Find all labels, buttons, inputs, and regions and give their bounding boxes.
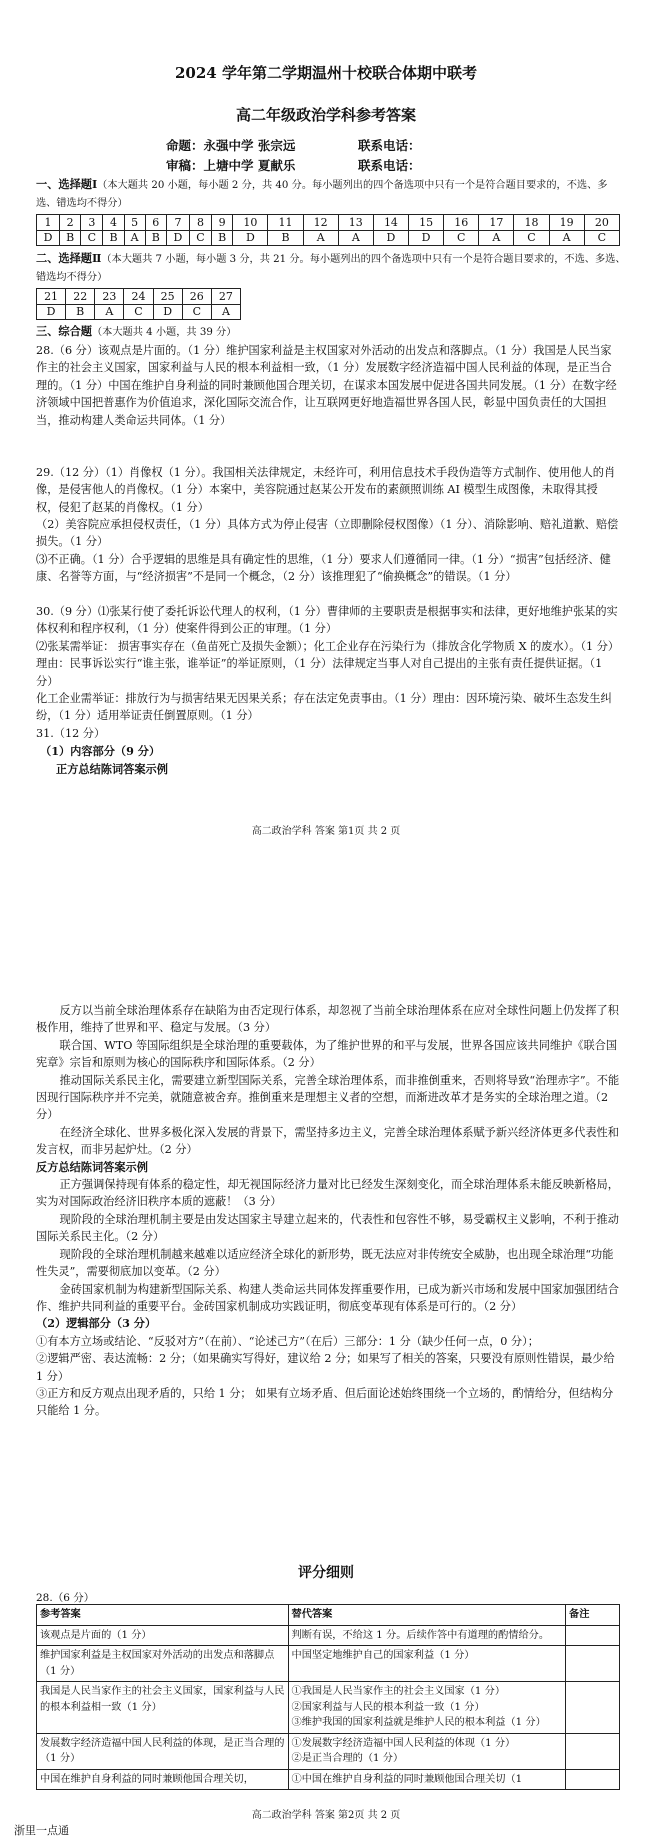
section1-heading: 一、选择题Ⅰ xyxy=(36,177,98,191)
question-number-cell: 19 xyxy=(549,215,584,231)
answer-cell: C xyxy=(81,230,103,246)
reviewer-info: 审稿：上塘中学 夏献乐 xyxy=(166,158,296,173)
answer-cell: B xyxy=(145,230,166,246)
section1-instructions xyxy=(36,176,626,212)
table-row xyxy=(37,1769,620,1790)
alternative-line: ②是正当合理的（1 分） xyxy=(291,1753,404,1764)
reference-cell: 发展数字经济造福中国人民利益的体现，是正当合理的（1 分） xyxy=(37,1733,289,1769)
section3-note: （本大题共 4 小题，共 39 分） xyxy=(91,327,237,338)
section1-answer-table xyxy=(36,214,620,246)
content-part-heading: （1）内容部分（9 分） xyxy=(40,744,161,758)
question-number-cell: 27 xyxy=(211,289,240,305)
q28-answer: 28.（6 分）该观点是片面的。（1 分）维护国家利益是主权国家对外活动的出发点和落脚点。（1 分）我国是人民当家作主的社会主义国家，国家利益与人民的根本利益相一致，（1 分）发展数字经济造福中国人民利益的体现，是正当合理的。（1 分）中国在维护自身利益的同时兼顾他国合理关切，在谋求本国发展中促进各国共同发展。（1 分）在数字经济领域中国把普惠作为价值追求，深化国际交流合作，让互联网更好地造福世界各国人民，彰显中国负责任的大国担当，推动构建人类命运共同体。（1 分） xyxy=(36,344,617,427)
q29-part2: （2）美容院应承担侵权责任，（1 分）具体方式为停止侵害（立即删除侵权图像）（1 分）、消除影响、赔礼道歉、赔偿损失。（1 分） xyxy=(36,518,619,549)
alternative-cell xyxy=(288,1646,566,1682)
section3-instructions xyxy=(36,323,626,341)
alternative-cell xyxy=(288,1733,566,1769)
answer-cell: B xyxy=(103,230,124,246)
logic-part-heading: （2）逻辑部分（3 分） xyxy=(36,1316,157,1331)
answer-cell: A xyxy=(479,230,514,246)
answer-cell: D xyxy=(166,230,189,246)
page1-footer: 高二政治学科 答案 第1页 共 2 页 xyxy=(251,826,401,837)
question-number-cell: 18 xyxy=(514,215,549,231)
con-paragraph: 现阶段的全球治理机制越来越难以适应经济全球化的新形势，既无法应对非传统安全威胁，也出现全球治理“功能性失灵”，需要彻底加以变革。（2 分） xyxy=(36,1247,614,1279)
alternative-line: 中国坚定地维护自己的国家利益（1 分） xyxy=(291,1650,475,1661)
header-alternative: 替代答案 xyxy=(288,1605,566,1626)
answer-cell: C xyxy=(189,230,211,246)
reference-cell: 中国在维护自身利益的同时兼顾他国合理关切， xyxy=(37,1769,289,1790)
answer-cell: D xyxy=(373,230,408,246)
answer-cell: B xyxy=(268,230,303,246)
reviewer-phone: 联系电话： xyxy=(358,158,421,173)
q30-part3: 化工企业需举证：排放行为与损害结果无因果关系；存在法定免责事由。（1 分）理由：因环境污染、破坏生态发生纠纷，（1 分）适用举证责任倒置原则。（1 分） xyxy=(36,692,612,723)
answer-subtitle: 高二年级政治学科参考答案 xyxy=(235,106,416,124)
question-number-cell: 23 xyxy=(95,289,124,305)
answer-cell: A xyxy=(211,304,240,320)
pro-paragraph: 反方以当前全球治理体系存在缺陷为由否定现行体系，却忽视了当前全球治理体系在应对全球性问题上仍发挥了积极作用，维持了世界和平、稳定与发展。（3 分） xyxy=(36,1004,619,1035)
remarks-cell xyxy=(566,1625,620,1646)
pro-paragraph: 在经济全球化、世界多极化深入发展的背景下，需坚持多边主义，完善全球治理体系赋予新兴经济体更多代表性和发言权，而非另起炉灶。（2 分） xyxy=(36,1125,619,1157)
question-number-cell: 3 xyxy=(81,215,103,231)
q30-part1: 30.（9 分）⑴张某行使了委托诉讼代理人的权利，（1 分）曹律师的主要职责是根据事实和法律，更好地维护张某的实体权利和程序权利，（1 分）使案件得到公正的审理。（1 分） xyxy=(36,605,618,636)
logic-item: ③正方和反方观点出现矛盾的，只给 1 分； 如果有立场矛盾、但后面论述始终围绕一个立场的，酌情给分，但结构分只能给 1 分。 xyxy=(36,1386,614,1418)
con-paragraph: 现阶段的全球治理机制主要是由发达国家主导建立起来的，代表性和包容性不够，易受霸权主义影响，不利于推动国际关系民主化。（2 分） xyxy=(36,1212,619,1244)
answer-cell: A xyxy=(124,230,145,246)
reference-cell: 我国是人民当家作主的社会主义国家，国家利益与人民的根本利益相一致（1 分） xyxy=(37,1682,289,1734)
question-number-cell: 13 xyxy=(338,215,373,231)
alternative-line: ①中国在维护自身利益的同时兼顾他国合理关切（1 xyxy=(291,1773,523,1785)
proposer-phone: 联系电话： xyxy=(358,138,421,153)
remarks-cell xyxy=(566,1646,620,1682)
pro-paragraph: 推动国际关系民主化，需要建立新型国际关系，完善全球治理体系，而非推倒重来，否则将导致“治理赤字”。不能因现行国际秩序并不完美，就随意被舍弃。推倒重来是理想主义者的空想，而渐进改革才是务实的全球治理之道。（2 分） xyxy=(36,1073,620,1122)
reference-cell: 该观点是片面的（1 分） xyxy=(37,1625,289,1646)
q29-part1: 29.（12 分）（1）肖像权（1 分）。我国相关法律规定，未经许可，利用信息技术手段伪造等方式制作、使用他人的肖像，是侵害他人的肖像权。（1 分）本案中，美容院通过赵某公开发布的素颜照训练 AI 模型生成图像，未取得其授权，侵犯了赵某的肖像权。（1 分） xyxy=(36,466,616,514)
logic-item: ①有本方立场或结论、“反驳对方”（在前）、“论述己方”（在后）三部分：1 分（缺少任何一点，0 分）； xyxy=(36,1334,539,1348)
question-number-cell: 7 xyxy=(166,215,189,231)
question-number-cell: 10 xyxy=(233,215,268,231)
answer-cell: A xyxy=(303,230,338,246)
header-reference: 参考答案 xyxy=(37,1605,289,1626)
answer-cell: D xyxy=(37,230,60,246)
pro-example-heading: 正方总结陈词答案示例 xyxy=(56,762,168,776)
answer-cell: B xyxy=(212,230,233,246)
question-number-cell: 20 xyxy=(584,215,619,231)
answer-cell: D xyxy=(233,230,268,246)
remarks-cell xyxy=(566,1682,620,1734)
exam-title: 2024 学年第二学期温州十校联合体期中联考 xyxy=(175,64,477,82)
question-number-cell: 2 xyxy=(60,215,81,231)
alternative-line: 判断有误，不给这 1 分。后续作答中有道理的酌情给分。 xyxy=(291,1629,550,1641)
question-number-cell: 24 xyxy=(124,289,153,305)
proposer-info: 命题：永强中学 张宗远 xyxy=(166,138,296,153)
question-number-cell: 17 xyxy=(479,215,514,231)
q30-part2: ⑵张某需举证： 损害事实存在（鱼苗死亡及损失金额）；化工企业存在污染行为（排放含化学物质 X 的废水）。（1 分）理由：民事诉讼实行“谁主张，谁举证”的举证原则，（1 分）法律规定当事人对自己提出的主张有责任提供证据。（1 分） xyxy=(36,640,620,688)
logic-item: ②逻辑严密、表达流畅：2 分；（如果确实写得好，建议给 2 分；如果写了相关的答案，只要没有原则性错误，最少给 1 分） xyxy=(36,1352,615,1383)
answer-cell: D xyxy=(409,230,444,246)
section2-note: （本大题共 7 小题，每小题 3 分，共 21 分。每小题列出的四个备选项中只有一个是符合题目要求的，不选、多选、错选均不得分） xyxy=(36,254,626,284)
answer-cell: B xyxy=(60,230,81,246)
remarks-cell xyxy=(566,1733,620,1769)
scoring-title: 评分细则 xyxy=(298,1565,354,1581)
remarks-cell xyxy=(566,1769,620,1790)
answer-cell: C xyxy=(514,230,549,246)
con-example-heading: 反方总结陈词答案示例 xyxy=(36,1159,148,1174)
table-row xyxy=(37,1625,620,1646)
question-number-cell: 1 xyxy=(37,215,60,231)
alternative-cell xyxy=(288,1769,566,1790)
answer-cell: A xyxy=(95,304,124,320)
answer-cell: B xyxy=(66,304,95,320)
question-number-cell: 15 xyxy=(409,215,444,231)
question-number-cell: 5 xyxy=(124,215,145,231)
con-paragraph: 金砖国家机制为构建新型国际关系、构建人类命运共同体发挥重要作用，已成为新兴市场和发展中国家加强团结合作、维护共同利益的重要平台。金砖国家机制成功实践证明，彻底变革现有体系是可行的。（2 分） xyxy=(36,1282,619,1313)
watermark-text: 浙里一点通 xyxy=(14,1824,69,1837)
section2-instructions xyxy=(36,250,626,286)
alternative-line: ③维护我国的国家利益就是维护人民的根本利益（1 分） xyxy=(291,1717,546,1728)
section2-heading: 二、选择题Ⅱ xyxy=(36,251,102,265)
reference-cell: 维护国家利益是主权国家对外活动的出发点和落脚点（1 分） xyxy=(37,1646,289,1682)
alternative-line: ②国家利益与人民的根本利益一致（1 分） xyxy=(291,1701,485,1713)
q31-heading: 31.（12 分） xyxy=(36,727,106,740)
question-number-cell: 16 xyxy=(444,215,479,231)
section3-heading: 三、综合题 xyxy=(36,324,92,338)
answer-cell: A xyxy=(549,230,584,246)
table-row xyxy=(37,1682,620,1734)
answer-cell: C xyxy=(124,304,153,320)
alternative-cell xyxy=(288,1625,566,1646)
section1-note: （本大题共 20 小题，每小题 2 分，共 40 分。每小题列出的四个备选项中只有一个是符合题目要求的，不选、多选、错选均不得分） xyxy=(36,180,608,210)
scoring-table xyxy=(36,1604,620,1790)
alternative-line: ①我国是人民当家作主的社会主义国家（1 分） xyxy=(291,1686,506,1697)
scoring-question-label: 28.（6 分） xyxy=(36,1592,95,1604)
answer-cell: A xyxy=(338,230,373,246)
question-number-cell: 12 xyxy=(303,215,338,231)
question-number-cell: 8 xyxy=(189,215,211,231)
alternative-line: ①发展数字经济造福中国人民利益的体现（1 分） xyxy=(291,1737,516,1749)
alternative-cell xyxy=(288,1682,566,1734)
page2-footer: 高二政治学科 答案 第2页 共 2 页 xyxy=(251,1810,401,1821)
table-row xyxy=(37,1733,620,1769)
question-number-cell: 14 xyxy=(373,215,408,231)
question-number-cell: 6 xyxy=(145,215,166,231)
answer-cell: C xyxy=(584,230,619,246)
header-remarks: 备注 xyxy=(566,1605,620,1626)
question-number-cell: 25 xyxy=(153,289,182,305)
section2-answer-table xyxy=(36,288,241,320)
con-paragraph: 正方强调保持现有体系的稳定性，却无视国际经济力量对比已经发生深刻变化，而全球治理体系未能反映新格局，实为对国际政治经济旧秩序本质的遮蔽！（3 分） xyxy=(36,1178,619,1209)
q29-part3: ⑶不正确。（1 分）合乎逻辑的思维是具有确定性的思维，（1 分）要求人们遵循同一律。（1 分）“损害”包括经济、健康、名誉等方面，与“经济损害”不是同一个概念，（2 分）该推理犯了“偷换概念”的错误。（1 分） xyxy=(36,553,611,584)
question-number-cell: 9 xyxy=(212,215,233,231)
pro-paragraph: 联合国、WTO 等国际组织是全球治理的重要载体，为了维护世界的和平与发展，世界各国应该共同维护《联合国宪章》宗旨和原则为核心的国际秩序和国际体系。（2 分） xyxy=(36,1038,618,1070)
question-number-cell: 22 xyxy=(66,289,95,305)
question-number-cell: 4 xyxy=(103,215,124,231)
pro-summary-block xyxy=(36,1002,620,1420)
table-row xyxy=(37,1646,620,1682)
answer-cell: D xyxy=(37,304,66,320)
question-number-cell: 26 xyxy=(182,289,211,305)
answer-cell: C xyxy=(444,230,479,246)
answer-cell: C xyxy=(182,304,211,320)
answer-cell: D xyxy=(153,304,182,320)
question-number-cell: 21 xyxy=(37,289,66,305)
question-number-cell: 11 xyxy=(268,215,303,231)
